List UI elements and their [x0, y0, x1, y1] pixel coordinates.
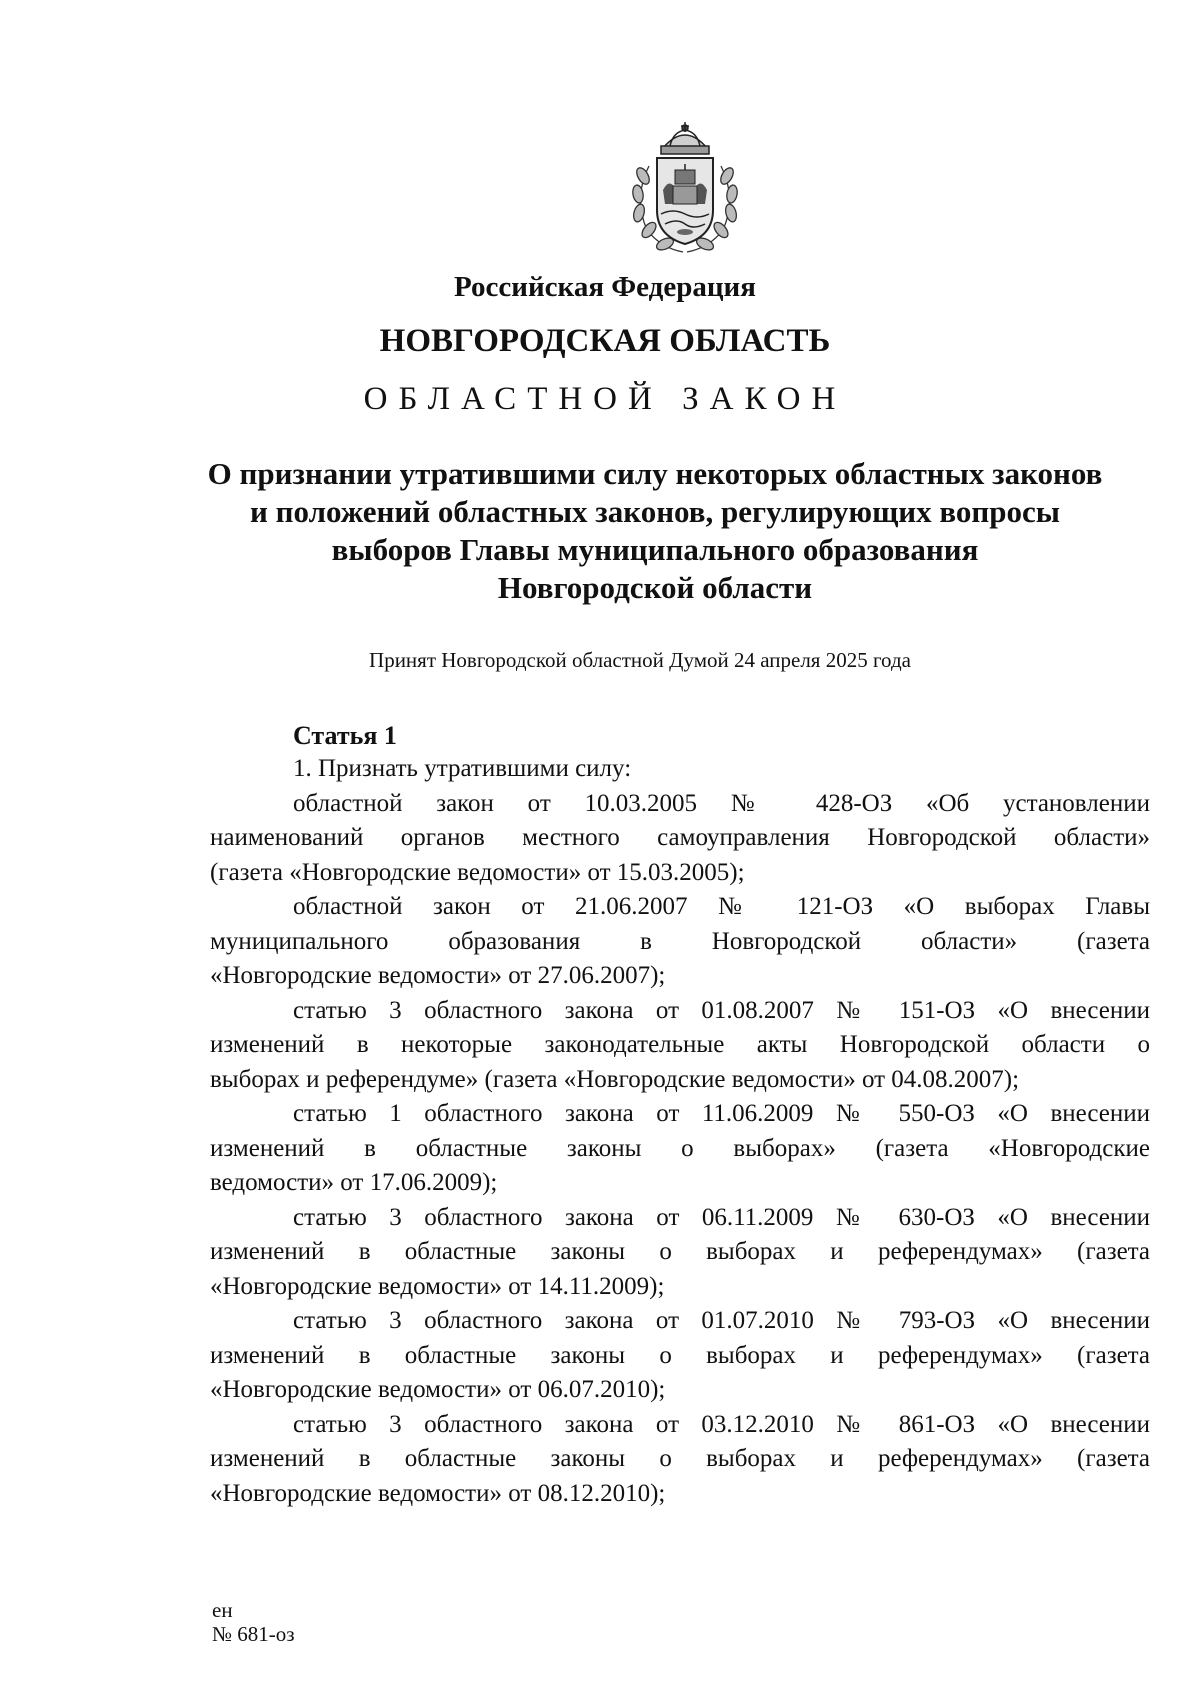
paragraph-line: выборах и референдуме» (газета «Новгородские ведомости» от 04.08.2007); — [210, 1065, 1020, 1093]
article-heading: Статья 1 — [293, 721, 397, 750]
paragraph-line: изменений в некоторые законодательные акты Новгородской области о — [210, 1031, 1150, 1058]
paragraph-line: изменений в областные законы о выборах и референдумах» (газета — [210, 1341, 1150, 1369]
paragraph-line: статью 3 областного закона от 01.08.2007 № 151-ОЗ «О внесении — [293, 996, 1150, 1024]
law-title-line: О признании утратившими силу некоторых областных законов — [207, 456, 1103, 491]
adoption-note: Принят Новгородской областной Думой 24 апреля 2025 года — [369, 648, 911, 672]
paragraph-line: областной закон от 10.03.2005 № 428-ОЗ «Об установлении — [293, 789, 1150, 817]
law-title-line: выборов Главы муниципального образования — [331, 532, 979, 567]
executor-initials: ен — [212, 1598, 233, 1622]
paragraph-line: статью 1 областного закона от 11.06.2009 № 550-ОЗ «О внесении — [293, 1100, 1150, 1127]
paragraph-line: (газета «Новгородские ведомости» от 15.03.2005); — [210, 858, 745, 886]
paragraph-line: «Новгородские ведомости» от 27.06.2007); — [210, 962, 666, 989]
article-body — [210, 752, 1150, 1511]
article-intro: 1. Признать утратившими силу: — [293, 755, 632, 782]
paragraph-line: областной закон от 21.06.2007 № 121-ОЗ «О выборах Главы — [293, 893, 1150, 920]
paragraph-line: «Новгородские ведомости» от 06.07.2010); — [210, 1376, 666, 1403]
country-name: Российская Федерация — [454, 271, 756, 303]
paragraph-line: изменений в областные законы о выборах» (газета «Новгородские — [210, 1134, 1150, 1162]
law-title-line: и положений областных законов, регулирующих вопросы — [250, 494, 1060, 529]
document-footer — [212, 1598, 295, 1646]
paragraph-line: «Новгородские ведомости» от 08.12.2010); — [210, 1479, 666, 1507]
region-name: НОВГОРОДСКАЯ ОБЛАСТЬ — [379, 323, 831, 359]
paragraph-line: изменений в областные законы о выборах и референдумах» (газета — [210, 1238, 1150, 1265]
law-number: № 681-оз — [212, 1622, 295, 1646]
paragraph-line: «Новгородские ведомости» от 14.11.2009); — [210, 1272, 665, 1300]
law-title — [150, 455, 1160, 607]
paragraph-line: муниципального образования в Новгородской области» (газета — [210, 927, 1150, 955]
document-type: ОБЛАСТНОЙ ЗАКОН — [363, 381, 847, 417]
paragraph-line: статью 3 областного закона от 03.12.2010 № 861-ОЗ «О внесении — [293, 1410, 1150, 1438]
paragraph-line: наименований органов местного самоуправления Новгородской области» — [210, 824, 1150, 851]
paragraph-line: статью 3 областного закона от 01.07.2010 № 793-ОЗ «О внесении — [293, 1307, 1150, 1334]
law-title-line: Новгородской области — [497, 570, 813, 605]
paragraph-line: статью 3 областного закона от 06.11.2009 № 630-ОЗ «О внесении — [293, 1203, 1150, 1231]
coat-of-arms-icon — [625, 118, 745, 258]
paragraph-line: изменений в областные законы о выборах и референдумах» (газета — [210, 1445, 1150, 1472]
paragraph-line: ведомости» от 17.06.2009); — [210, 1169, 498, 1196]
